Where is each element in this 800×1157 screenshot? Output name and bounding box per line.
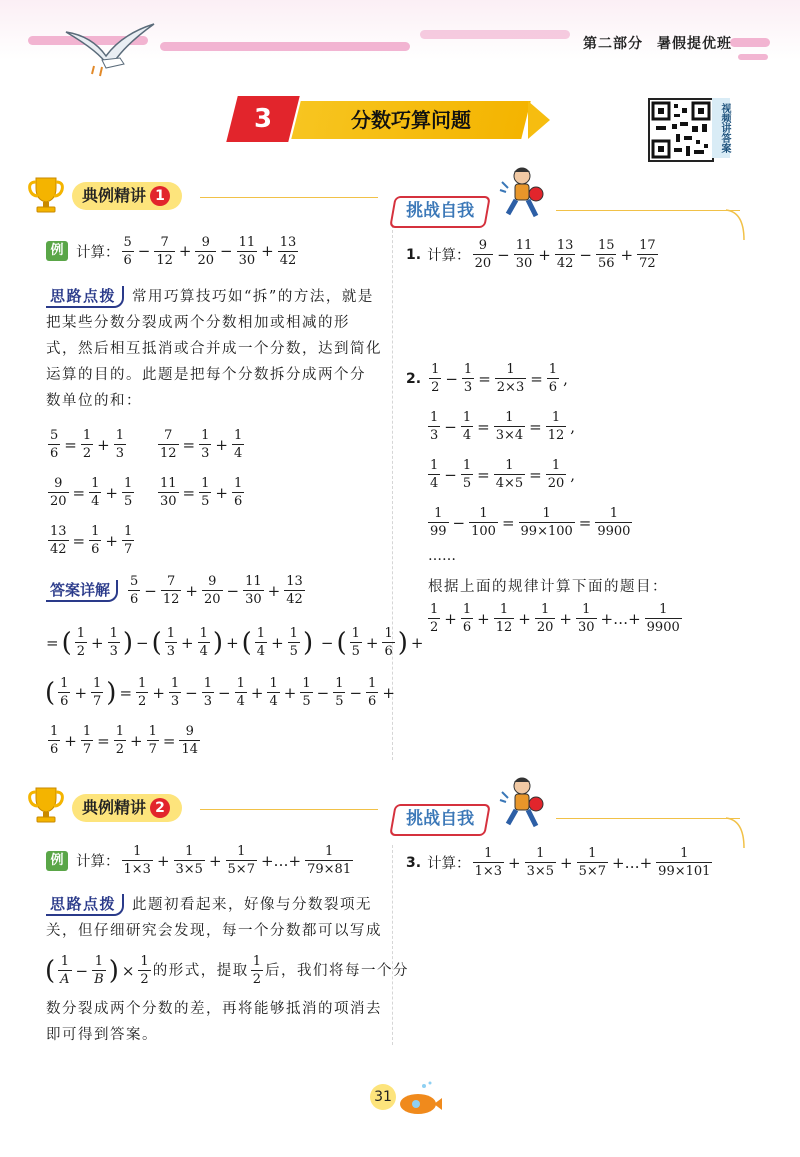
example1-answer-tag: 答案详解	[46, 580, 118, 602]
example1-label: 典例精讲	[82, 186, 147, 205]
example2-problem: 例 计算： $\frac{1}{1\times 3}$ + $\frac{1}{3\times 5}$ + $\frac{1}{5\times 7}$ +…+ $\frac{1}{79\times 81}$	[46, 844, 355, 877]
page-number: 31	[370, 1084, 396, 1110]
q1-number: 1.	[406, 246, 422, 263]
example1-rule	[200, 197, 378, 198]
decomp-row: $\frac{7}{12}$ = $\frac{1}{3}$ + $\frac{1}{4}$	[160, 428, 243, 461]
seagull-icon	[62, 22, 158, 80]
challenge-label: 挑战自我	[406, 201, 475, 221]
example2-analysis	[46, 892, 382, 944]
challenge-q2-line: $\frac{1}{3}$ − $\frac{1}{4}$ = $\frac{1}{3\times 4}$ = $\frac{1}{12}$ ,	[430, 410, 576, 443]
header-stripe	[420, 30, 570, 39]
analysis-line: 把某些分数分裂成两个分数相加或相减的形	[46, 315, 350, 331]
challenge-q2-line: $\frac{1}{99}$ − $\frac{1}{100}$ = $\frac{1}{99\times 100}$ = $\frac{1}{9900}$	[430, 506, 631, 539]
challenge-label: 挑战自我	[406, 809, 475, 829]
example1-answer-head: 答案详解 $\frac{5}{6}$ − $\frac{7}{12}$ + $\frac{9}{20}$ − $\frac{11}{30}$ + $\frac{13}{42}$	[46, 574, 307, 607]
decomp-row: $\frac{9}{20}$ = $\frac{1}{4}$ + $\frac{1}{5}$	[50, 476, 133, 509]
header-stripe	[738, 54, 768, 60]
trophy-icon	[26, 174, 66, 214]
header-stripe	[730, 38, 770, 47]
analysis-line: 常用巧算技巧如“拆”的方法，就是	[132, 289, 374, 305]
answer-step: ( $\frac{1}{6}$ + $\frac{1}{7}$ ) = $\frac{1}{2}$ + $\frac{1}{3}$ − $\frac{1}{3}$ − $\frac{1}{4}$ + $\frac{1}{4}$ + $\frac{1}{5}$ − $\frac{1}{5}$ − $\frac{1}{6}$ +	[45, 676, 395, 709]
example2-analysis-tag: 思路点拨	[46, 894, 124, 916]
example2-rule	[200, 809, 378, 810]
decomp-row: $\frac{5}{6}$ = $\frac{1}{2}$ + $\frac{1}{3}$	[50, 428, 124, 461]
example1-analysis-tag: 思路点拨	[46, 286, 124, 308]
challenge-badge	[389, 804, 491, 836]
answer-step: $\frac{1}{6}$ + $\frac{1}{7}$ = $\frac{1}{2}$ + $\frac{1}{7}$ = $\frac{9}{14}$	[50, 724, 198, 757]
qr-label: 视频讲答案	[712, 98, 730, 158]
analysis-line: 运算的目的。此题是把每个分数拆分成两个分	[46, 367, 366, 383]
example1-analysis	[46, 284, 382, 414]
analysis-line: 数分裂成两个分数的差，再将能够抵消的项消去	[46, 1001, 382, 1017]
analysis-line: 即可得到答案。	[46, 1027, 158, 1043]
example2-label: 典例精讲	[82, 798, 147, 817]
column-divider	[392, 845, 393, 1045]
challenge-q3: 3. 计算： $\frac{1}{1\times 3}$ + $\frac{1}{3\times 5}$ + $\frac{1}{5\times 7}$ +…+ $\frac{1}{99\times 101}$	[406, 846, 711, 879]
example1-number: 1	[150, 186, 170, 206]
runner-boy-icon	[496, 776, 548, 834]
q2-number: 2.	[406, 370, 422, 387]
header-series: 暑假提优班	[657, 36, 732, 52]
example1-label-box	[72, 182, 182, 210]
header-title	[583, 33, 732, 53]
q2-ellipsis: ……	[428, 548, 456, 564]
example2-prompt: 计算：	[76, 854, 120, 870]
analysis-line: 此题初看起来，好像与分数裂项无	[132, 897, 373, 913]
runner-boy-icon	[496, 166, 548, 224]
analysis-line: 式，然后相互抵消或合并成一个分数，达到简化	[46, 341, 382, 357]
challenge-rule	[556, 818, 740, 819]
challenge-badge	[389, 196, 491, 228]
challenge-q2-line: 2. $\frac{1}{2}$ − $\frac{1}{3}$ = $\frac{1}{2\times 3}$ = $\frac{1}{6}$ ,	[406, 362, 568, 395]
example1-li-badge: 例	[46, 241, 68, 261]
challenge-q2-line: $\frac{1}{4}$ − $\frac{1}{5}$ = $\frac{1}{4\times 5}$ = $\frac{1}{20}$ ,	[430, 458, 576, 491]
decomp-row: $\frac{13}{42}$ = $\frac{1}{6}$ + $\frac{1}{7}$	[50, 524, 133, 557]
challenge-q1: 1. 计算： $\frac{9}{20}$ − $\frac{11}{30}$ + $\frac{13}{42}$ − $\frac{15}{56}$ + $\frac{17}{72}$	[406, 238, 656, 271]
analysis-line: 数单位的和：	[46, 393, 142, 409]
q3-prompt: 计算：	[427, 856, 471, 872]
section-chevron	[528, 101, 550, 139]
challenge-rule	[556, 210, 740, 211]
example2-analysis-end	[46, 996, 382, 1048]
answer-step: = ( $\frac{1}{2}$ + $\frac{1}{3}$ ) − ( $\frac{1}{3}$ + $\frac{1}{4}$ ) + ( $\frac{1}{4}$ + $\frac{1}{5}$ ) − ( $\frac{1}{5}$ + $\frac{1}{6}$ ) +	[46, 626, 424, 659]
example2-number: 2	[150, 798, 170, 818]
analysis-line: 关，但仔细研究会发现，每一个分数都可以写成	[46, 923, 382, 939]
section-title: 分数巧算问题	[351, 108, 471, 132]
q2-instruction: 根据上面的规律计算下面的题目：	[428, 579, 668, 595]
qr-code-icon[interactable]	[648, 98, 714, 162]
trophy-icon	[26, 784, 66, 824]
example2-li-badge: 例	[46, 851, 68, 871]
example1-problem: 例 计算： $\frac{5}{6}$ − $\frac{7}{12}$ + $\frac{9}{20}$ − $\frac{11}{30}$ + $\frac{13}{42}$	[46, 232, 300, 270]
section-number: 3	[253, 104, 273, 134]
q1-prompt: 计算：	[427, 248, 471, 264]
analysis-line: 后，我们将每一个分	[264, 962, 409, 979]
example2-analysis-formula: ( $\frac{1}{A}$ − $\frac{1}{B}$ ) × $\frac{1}{2}$ 的形式，提取 $\frac{1}{2}$ 后，我们将每一个分	[45, 954, 409, 987]
header-part: 第二部分	[583, 36, 643, 52]
corner-curve	[724, 208, 746, 242]
corner-curve	[724, 816, 746, 850]
decomp-row: $\frac{11}{30}$ = $\frac{1}{5}$ + $\frac{1}{6}$	[160, 476, 243, 509]
analysis-line: 的形式，提取	[152, 962, 249, 979]
example2-label-box	[72, 794, 182, 822]
header-stripe	[160, 42, 410, 51]
q3-number: 3.	[406, 854, 422, 871]
challenge-q2-sum: $\frac{1}{2}$ + $\frac{1}{6}$ + $\frac{1}{12}$ + $\frac{1}{20}$ + $\frac{1}{30}$ +…+ $\frac{1}{9900}$	[430, 602, 680, 635]
example1-prompt: 计算：	[76, 244, 120, 261]
